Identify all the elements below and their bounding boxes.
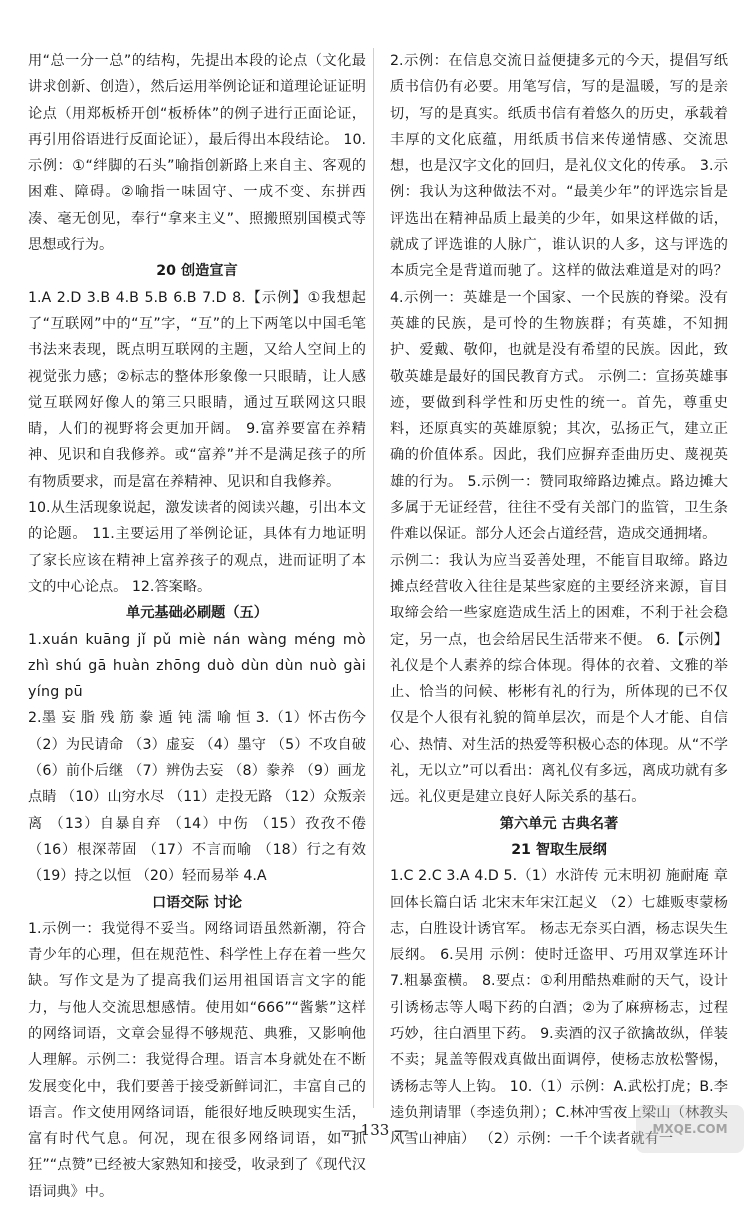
answer-paragraph: 2.示例：在信息交流日益便捷多元的今天，提倡写纸质书信仍有必要。用笔写信，写的是温暖，写的是亲切，写的是真实。纸质书信有着悠久的历史，承载着丰厚的文化底蕴，用纸质书信来传递情感、交流思想，也是汉字文化的回归，是礼仪文化的传承。 3.示例：我认为这种做法不对。“最美少年”的评选宗旨是评选出在精神品质上最美的少年，如果这样做的话，就成了评选谁的人脉广，谁认识的人多，这与评选的本质完全是背道而驰了。这样的做法难道是对的吗？ 4.示例一：英雄是一个国家、一个民族的脊梁。没有英雄的民族，是可怜的生物族群；有英雄，不知拥护、爱戴、敬仰，也就是没有希望的民族。因此，致敬英雄是最好的国民教育方式。 示例二：宣扬英雄事迹，要做到科学性和历史性的统一。首先，尊重史料，还原真实的英雄原貌；其次，弘扬正气，建立正确的价值体系。因此，我们应摒弃歪曲历史、蔑视英雄的行为。 5.示例一：赞同取缔路边摊点。路边摊大多属于无证经营，往往不受有关部门的监管，卫生条件难以保证。部分人还会占道经营，造成交通拥堵。 bbox=[390, 53, 728, 543]
answer-paragraph: 用“总一分一总”的结构，先提出本段的论点（文化最讲求创新、创造），然后运用举例论证和道理论证证明论点（用郑板桥开创“板桥体”的例子进行正面论证，再引用俗语进行反面论证），最后得出本段结论。 10.示例：①“绊脚的石头”喻指创新路上来自主、客观的困难、障碍。②喻指一味固守、一成不变、东拼西凑、毫无创见，奉行“拿来主义”、照搬照别国模式等思想或行为。 bbox=[28, 53, 366, 254]
section-title: 21 智取生辰纲 bbox=[511, 841, 607, 858]
answer-paragraph: 10.从生活现象说起，激发读者的阅读兴趣，引出本文的论题。 11.主要运用了举例论证，具体有力地证明了家长应该在精神上富养孩子的观点，进而证明了本文的中心论点。 12.答案略。 bbox=[28, 500, 366, 595]
watermark-logo: MXQE.COM bbox=[636, 1105, 744, 1153]
page-number: — 133 — bbox=[340, 1121, 410, 1139]
answer-paragraph: 示例二：我认为应当妥善处理，不能盲目取缔。路边摊点经营收入往往是某些家庭的主要经济来源，盲目取缔会给一些家庭造成生活上的困难，不利于社会稳定，另一点，也会给居民生活带来不便。 6.【示例】礼仪是个人素养的综合体现。得体的衣着、文雅的举止、恰当的问候、彬彬有礼的行为，所体现的已不仅仅是个人很有礼貌的简单层次，而是个人才能、自信心、热情、对生活的热爱等积极心态的体现。从“不学礼，无以立”可以看出：离礼仪有多远，离成功就有多远。礼仪更是建立良好人际关系的基石。 bbox=[390, 552, 728, 806]
answer-paragraph: 1.C 2.C 3.A 4.D 5.（1）水浒传 元末明初 施耐庵 章回体长篇白话 北宋末年宋江起义 （2）七雄贩枣蒙杨志，白胜设计诱官军。 杨志无奈买白酒，杨志误失生辰纲。 6.吴用 示例：使时迁盗甲、巧用双掌连环计 7.粗暴蛮横。 8.要点：①利用酷热难耐的天气，设计引诱杨志等人喝下药的白酒；②为了麻痹杨志，过程巧妙，往白酒里下药。 9.卖酒的汉子欲擒故纵，佯装不卖；晁盖等假戏真做出面调停，使杨志放松警惕，诱杨志等人上钩。 10.（1）示例：A.武松打虎；B.李逵负荆请罪（李逵负荆）；C.林冲雪夜上梁山（林教头风雪山神庙） （2）示例：一千个读者就有一 bbox=[390, 868, 728, 1148]
answer-paragraph: 1.示例一：我觉得不妥当。网络词语虽然新潮，符合青少年的心理，但在规范性、科学性上存在着一些欠缺。写作文是为了提高我们运用祖国语言文字的能力，与他人交流思想感情。使用如“666”“酱紫”这样的网络词语，文章会显得不够规范、典雅，又影响他人理解。示例二：我觉得合理。语言本身就处在不断发展变化中，我们要善于接受新鲜词汇，丰富自己的语言。作文使用网络词语，能很好地反映现实生活，富有时代气息。何况，现在很多网络词语，如“抓狂”“点赞”已经被大家熟知和接受，收录到了《现代汉语词典》中。 bbox=[28, 920, 366, 1200]
answer-paragraph: 2.墨 妄 脂 残 筋 豢 遁 钝 濡 喻 恒 3.（1）怀古伤今 （2）为民请命 （3）虚妄 （4）墨守 （5）不攻自破 （6）前仆后继 （7）辨伪去妄 （8）豢养 （9）画龙点睛 （10）山穷水尽 （11）走投无路 （12）众叛亲离 （13）自暴自弃 （14）中伤 （15）孜孜不倦 （16）根深蒂固 （17）不言而喻 （18）行之有效 （19）持之以恒 （20）轻而易举 4.A bbox=[28, 710, 366, 885]
section-title: 单元基础必刷题（五） bbox=[126, 605, 268, 622]
section-title: 20 创造宣言 bbox=[156, 263, 238, 280]
left-column bbox=[28, 48, 366, 1200]
section-title: 口语交际 讨论 bbox=[151, 894, 243, 911]
answer-paragraph: 1.A 2.D 3.B 4.B 5.B 6.B 7.D 8.【示例】①我想起了“互联网”中的“互”字，“互”的上下两笔以中国毛笔书法来表现，既点明互联网的主题，又给人空间上的视觉张力感；②标志的整体形象像一只眼睛，让人感觉互联网好像人的第三只眼睛，通过互联网这只眼睛，人们的视野将会更加开阔。 9.富养要富在养精神、见识和自我修养。或“富养”并不是满足孩子的所有物质要求，而是富在养精神、见识和自我修养。 bbox=[28, 289, 366, 490]
pinyin-answers: 1.xuán kuāng jǐ pǔ miè nán wàng méng mò zhì shú gā huàn zhōng duò dùn dùn nuò gài yíng pū bbox=[28, 631, 366, 701]
section-title: 第六单元 古典名著 bbox=[499, 815, 619, 832]
